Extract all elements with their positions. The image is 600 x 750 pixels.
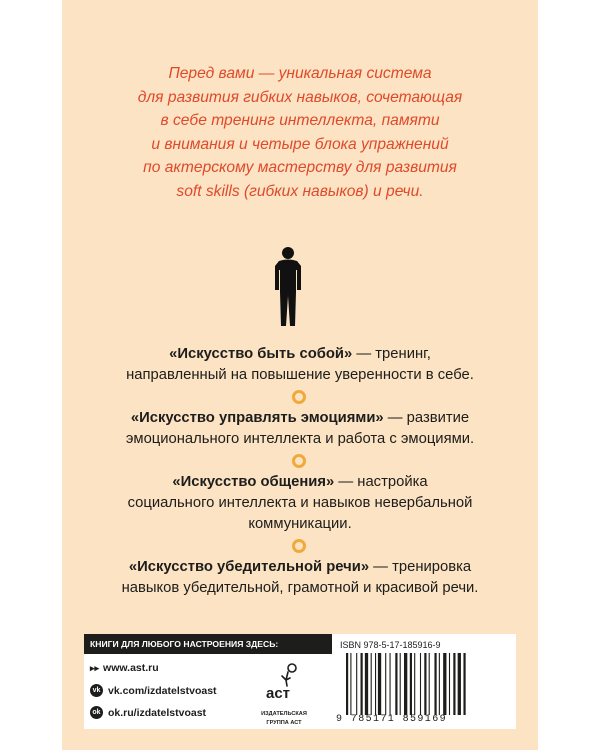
publisher-caption: ИЗДАТЕЛЬСКАЯ (261, 711, 307, 717)
barcode-bar (356, 653, 357, 715)
ring-separator (62, 450, 538, 472)
intro-line: Перед вами — уникальная система (168, 65, 432, 82)
ring-separator (62, 535, 538, 557)
barcode (344, 653, 508, 715)
barcode-bar (410, 653, 412, 715)
barcode-bar (404, 653, 407, 715)
block-desc: — тренинг, (352, 346, 431, 362)
barcode-bar (395, 653, 397, 715)
block-item (62, 408, 538, 450)
barcode-bar (434, 653, 436, 715)
intro-line: по актерскому мастерству для развития (143, 159, 457, 176)
logo-text: аст (266, 685, 291, 702)
block-desc: — настройка (334, 474, 428, 490)
block-title: «Искусство общения» (172, 474, 335, 490)
double-arrow-icon: ▸▸ (90, 662, 100, 673)
publisher-logo (252, 660, 316, 727)
footer-tagline: КНИГИ ДЛЯ ЛЮБОГО НАСТРОЕНИЯ ЗДЕСЬ: (84, 634, 332, 654)
barcode-bar (385, 653, 386, 715)
ring-icon (292, 454, 306, 468)
barcode-bar (424, 653, 426, 715)
block-desc: коммуникации. (248, 516, 352, 532)
publisher-footer (84, 634, 516, 729)
barcode-digits: 9 785171 859169 (336, 714, 448, 725)
barcode-bar (429, 653, 430, 715)
barcode-bar (449, 653, 450, 715)
intro-line: и внимания и четыре блока упражнений (151, 135, 449, 153)
vk-icon: vk (90, 684, 103, 697)
ok-link[interactable] (90, 706, 206, 719)
ring-separator (62, 386, 538, 408)
block-desc: — развитие (383, 410, 470, 426)
block-title: «Искусство быть собой» (169, 346, 353, 362)
block-desc: эмоционального интеллекта и работа с эмоциями. (125, 431, 475, 447)
intro-line: soft skills (гибких навыков) и речи. (176, 182, 424, 200)
ring-icon (292, 539, 306, 553)
barcode-bar (371, 653, 372, 715)
barcode-bar (453, 653, 455, 715)
barcode-bar (375, 653, 376, 715)
person-silhouette-icon (268, 246, 308, 328)
barcode-bar (346, 653, 348, 715)
publisher-caption: ГРУППА АСТ (266, 720, 302, 726)
barcode-bar (378, 653, 381, 715)
barcode-bar (365, 653, 368, 715)
barcode-bar (400, 653, 401, 715)
isbn-text: ISBN 978-5-17-185916-9 (340, 640, 441, 650)
block-desc: социального интеллекта и навыков невербальной (127, 495, 473, 511)
block-desc: направленный на повышение уверенности в себе. (126, 367, 474, 383)
website-text: www.ast.ru (103, 662, 159, 674)
block-title: «Искусство убедительной речи» (128, 559, 370, 575)
vk-link[interactable] (90, 684, 217, 697)
barcode-bar (390, 653, 391, 715)
intro-line: в себе тренинг интеллекта, памяти (160, 112, 440, 129)
vk-text: vk.com/izdatelstvoast (108, 684, 217, 697)
book-back-cover (62, 0, 538, 750)
block-desc: навыков убедительной, грамотной и красивой речи. (121, 580, 479, 596)
website-link[interactable] (90, 662, 159, 674)
exercise-blocks (62, 344, 538, 599)
intro-paragraph (62, 62, 538, 203)
barcode-bar (350, 653, 351, 715)
barcode-bar (463, 653, 465, 715)
barcode-bar (443, 653, 446, 715)
intro-line: для развития гибких навыков, сочетающая (137, 88, 463, 106)
block-item (62, 472, 538, 535)
ok-icon: ok (90, 706, 103, 719)
block-item (62, 344, 538, 386)
barcode-bar (414, 653, 415, 715)
barcode-bar (439, 653, 440, 715)
barcode-bar (420, 653, 421, 715)
ring-icon (292, 390, 306, 404)
ok-text: ok.ru/izdatelstvoast (108, 706, 207, 719)
block-desc: — тренировка (369, 559, 472, 575)
block-item (62, 557, 538, 599)
barcode-bar (458, 653, 461, 715)
block-title: «Искусство управлять эмоциями» (130, 410, 384, 426)
barcode-bar (361, 653, 363, 715)
ast-logo-icon (262, 660, 306, 704)
